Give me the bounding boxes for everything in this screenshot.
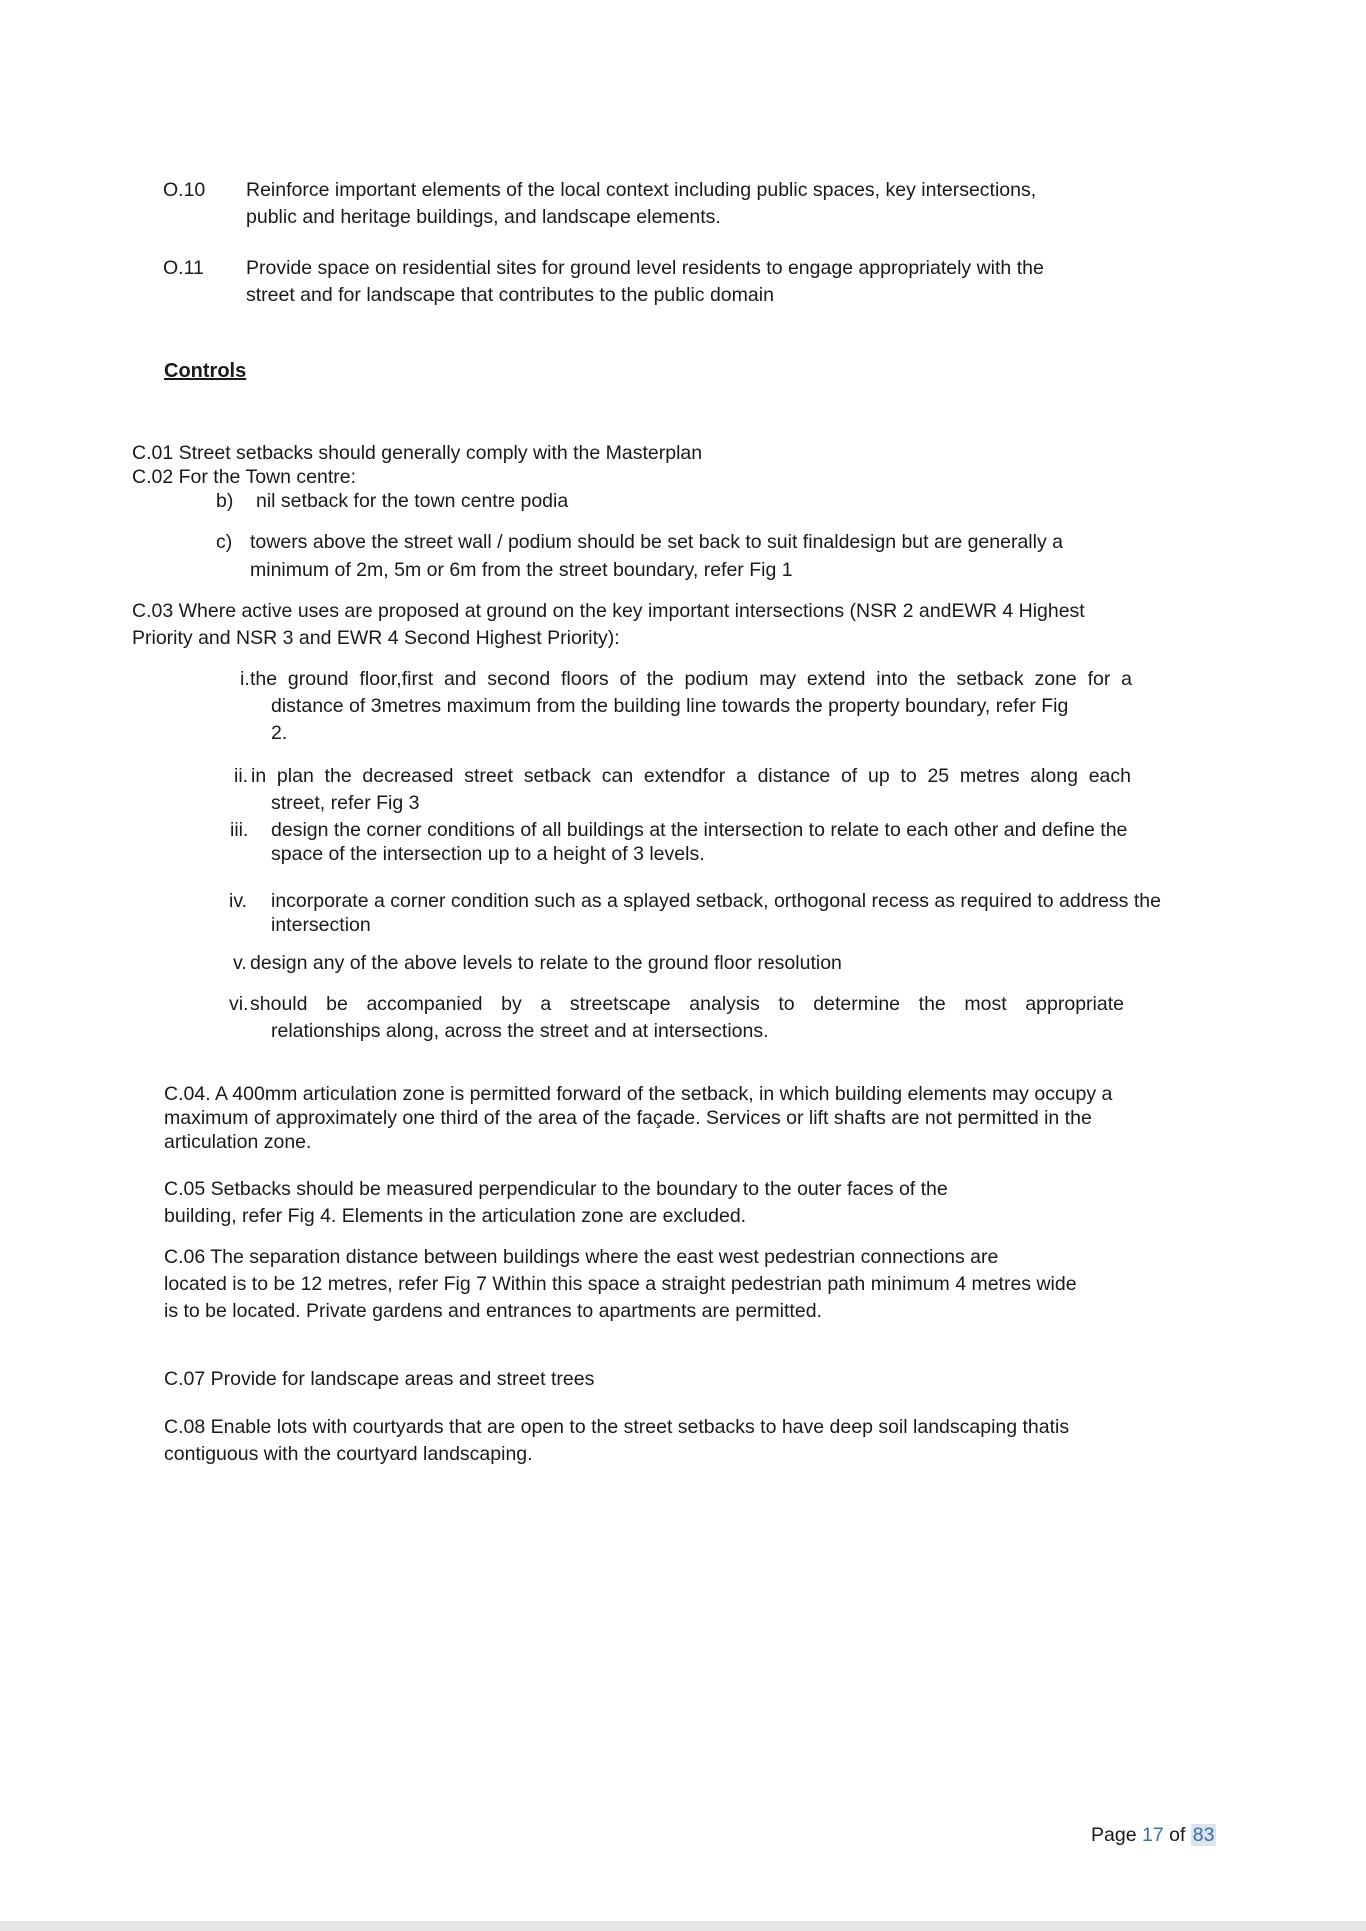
objective-text-line: public and heritage buildings, and landscape elements. — [246, 206, 721, 228]
control-c04-line: maximum of approximately one third of the area of the façade. Services or lift shafts are not permitted in the — [164, 1107, 1092, 1129]
roman-marker: iii. — [230, 819, 249, 841]
objective-text-line: Reinforce important elements of the local context including public spaces, key intersections, — [246, 179, 1037, 201]
roman-marker: iv. — [229, 890, 248, 912]
page-bottom-edge — [0, 1921, 1366, 1931]
objective-number: O.11 — [163, 257, 204, 279]
roman-marker: v. — [233, 952, 247, 974]
objective-number: O.10 — [163, 179, 206, 201]
c03-item-line: should be accompanied by a streetscape analysis to determine the most appropriate — [250, 993, 1124, 1015]
control-c05-line: C.05 Setbacks should be measured perpendicular to the boundary to the outer faces of the — [164, 1178, 948, 1200]
control-c03-line: Priority and NSR 3 and EWR 4 Second Highest Priority): — [132, 627, 620, 649]
page-of-label: of — [1169, 1824, 1186, 1846]
control-c04-line: C.04. A 400mm articulation zone is permitted forward of the setback, in which building elements may occupy a — [164, 1083, 1113, 1105]
c03-item-line: design any of the above levels to relate to the ground floor resolution — [250, 952, 842, 974]
total-pages: 83 — [1192, 1824, 1215, 1846]
c03-item-line: street, refer Fig 3 — [271, 792, 420, 814]
control-c02-c-line: minimum of 2m, 5m or 6m from the street boundary, refer Fig 1 — [250, 559, 793, 581]
control-c07: C.07 Provide for landscape areas and street trees — [164, 1368, 595, 1390]
c03-item-line: distance of 3metres maximum from the building line towards the property boundary, refer Fig — [271, 695, 1069, 717]
control-c01: C.01 Street setbacks should generally comply with the Masterplan — [132, 442, 703, 464]
control-c04-line: articulation zone. — [164, 1131, 312, 1153]
objective-text-line: Provide space on residential sites for ground level residents to engage appropriately with the — [246, 257, 1044, 279]
list-marker: c) — [216, 531, 233, 553]
c03-item-line: 2. — [271, 722, 288, 744]
control-c06-line: is to be located. Private gardens and entrances to apartments are permitted. — [164, 1300, 822, 1322]
c03-item-line: the ground floor,first and second floors of the podium may extend into the setback zone for a — [250, 668, 1132, 690]
c03-item-line: relationships along, across the street and at intersections. — [271, 1020, 769, 1042]
control-c02-c-line: towers above the street wall / podium should be set back to suit finaldesign but are generally a — [250, 531, 1063, 553]
control-c02: C.02 For the Town centre: — [132, 466, 357, 488]
control-c08-line: C.08 Enable lots with courtyards that are open to the street setbacks to have deep soil landscaping thatis — [164, 1416, 1070, 1438]
c03-item-line: in plan the decreased street setback can extendfor a distance of up to 25 metres along each — [251, 765, 1131, 787]
c03-item-line: intersection — [271, 914, 371, 936]
c03-item-line: design the corner conditions of all buildings at the intersection to relate to each other and define the — [271, 819, 1128, 841]
page-label: Page — [1091, 1824, 1137, 1846]
current-page: 17 — [1141, 1824, 1164, 1846]
control-c02-b: nil setback for the town centre podia — [256, 490, 569, 512]
c03-item-line: space of the intersection up to a height of 3 levels. — [271, 843, 705, 865]
control-c06-line: C.06 The separation distance between buildings where the east west pedestrian connections are — [164, 1246, 999, 1268]
c03-item-line: incorporate a corner condition such as a splayed setback, orthogonal recess as required to address the — [271, 890, 1161, 912]
controls-heading: Controls — [164, 360, 247, 382]
control-c03-line: C.03 Where active uses are proposed at ground on the key important intersections (NSR 2 andEWR 4 Highest — [132, 600, 1085, 622]
control-c05-line: building, refer Fig 4. Elements in the articulation zone are excluded. — [164, 1205, 747, 1227]
roman-marker: ii. — [234, 765, 249, 787]
objective-text-line: street and for landscape that contributes to the public domain — [246, 284, 774, 306]
list-marker: b) — [216, 490, 234, 512]
control-c08-line: contiguous with the courtyard landscaping. — [164, 1443, 533, 1465]
roman-marker: i. — [240, 668, 250, 690]
page-number — [1091, 1822, 1216, 1849]
control-c06-line: located is to be 12 metres, refer Fig 7 Within this space a straight pedestrian path minimum 4 metres wide — [164, 1273, 1077, 1295]
roman-marker: vi. — [229, 993, 249, 1015]
